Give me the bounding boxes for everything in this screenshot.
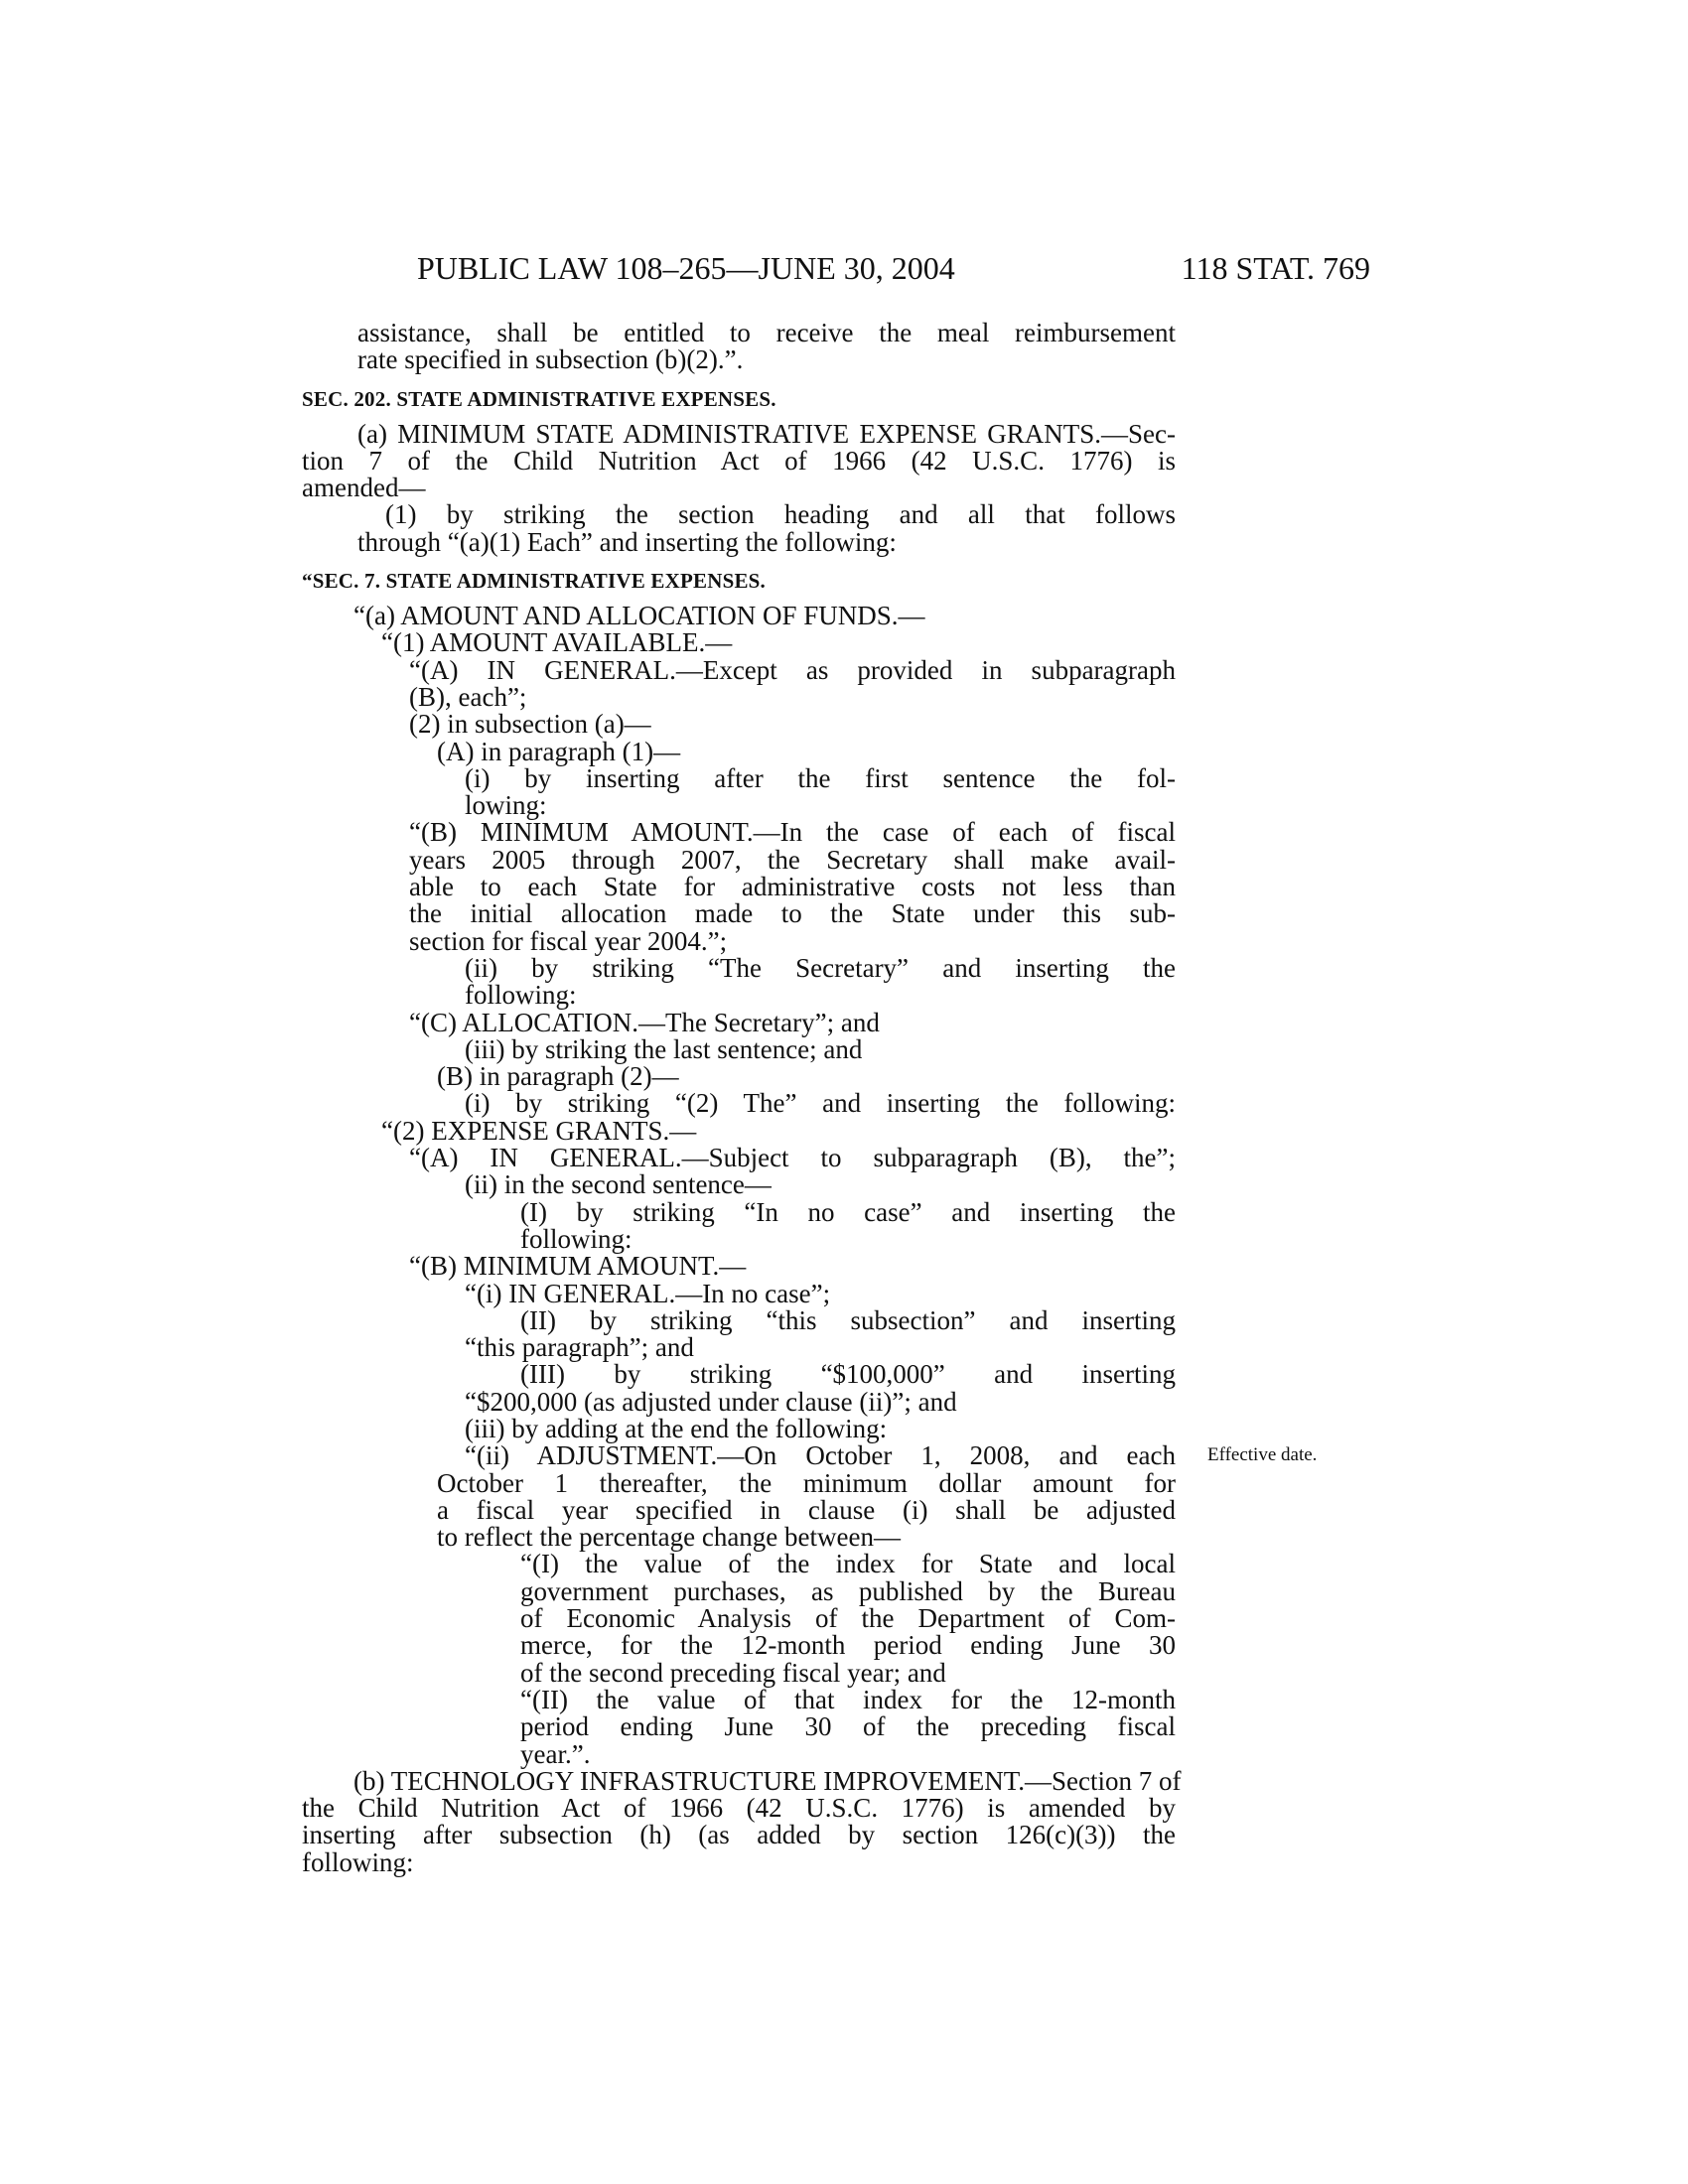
text-line: following: (465, 980, 577, 1011)
text-line: “$200,000 (as adjusted under clause (ii)”; and (465, 1386, 957, 1417)
text-line: inserting after subsection (h) (as added by section 126(c)(3)) the (302, 1820, 1176, 1850)
text-line: (ii) by striking “The Secretary” and inserting the (465, 952, 1176, 983)
text-line: “(a) AMOUNT AND ALLOCATION OF FUNDS.— (353, 601, 925, 631)
margin-note: Effective date. (1207, 1444, 1318, 1465)
text-line: (B), each”; (409, 681, 527, 712)
text-line: “(i) IN GENERAL.—In no case”; (465, 1278, 831, 1308)
text-line: (iii) by striking the last sentence; and (465, 1033, 863, 1064)
text-line: period ending June 30 of the preceding fiscal (520, 1711, 1176, 1742)
text-line: (III) by striking “$100,000” and inserting (520, 1359, 1176, 1390)
text-line: lowing: (465, 790, 547, 821)
text-line: (ii) in the second sentence— (465, 1169, 772, 1200)
text-line: October 1 thereafter, the minimum dollar amount for (437, 1467, 1176, 1498)
text-line: “(I) the value of the index for State and local (520, 1549, 1176, 1579)
page-title: PUBLIC LAW 108–265—JUNE 30, 2004 (417, 250, 955, 286)
text-line: (I) by striking “In no case” and inserting the (520, 1196, 1176, 1227)
text-line: of Economic Analysis of the Department of Com- (520, 1603, 1176, 1634)
text-line: following: (302, 1846, 414, 1877)
text-line: “(B) MINIMUM AMOUNT.— (409, 1251, 747, 1282)
text-line: years 2005 through 2007, the Secretary shall make avail- (409, 844, 1176, 875)
text-line: (2) in subsection (a)— (409, 709, 651, 740)
text-line: the Child Nutrition Act of 1966 (42 U.S.C. 1776) is amended by (302, 1793, 1176, 1824)
text-line: (B) in paragraph (2)— (437, 1061, 679, 1092)
text-line: “(1) AMOUNT AVAILABLE.— (381, 627, 733, 658)
text-line: following: (520, 1223, 633, 1254)
text-line: (i) by inserting after the first sentence the fol- (465, 762, 1176, 793)
text-line: “this paragraph”; and (465, 1332, 694, 1363)
text-line: “(ii) ADJUSTMENT.—On October 1, 2008, and each (465, 1440, 1176, 1471)
text-line: merce, for the 12-month period ending June 30 (520, 1630, 1176, 1661)
text-line: “(A) IN GENERAL.—Except as provided in subparagraph (409, 654, 1176, 685)
text-line: (i) by striking “(2) The” and inserting the following: (465, 1088, 1176, 1119)
text-line: (1) by striking the section heading and all that follows (385, 499, 1176, 530)
text-line: a fiscal year specified in clause (i) shall be adjusted (437, 1494, 1176, 1525)
text-line: (iii) by adding at the end the following: (465, 1413, 888, 1443)
text-line: through “(a)(1) Each” and inserting the following: (357, 526, 897, 557)
text-line: rate specified in subsection (b)(2).”. (357, 344, 744, 375)
text-line: “(II) the value of that index for the 12-month (520, 1684, 1176, 1714)
text-line: (a) MINIMUM STATE ADMINISTRATIVE EXPENSE GRANTS.—Sec- (357, 418, 1176, 449)
text-line: (A) in paragraph (1)— (437, 736, 681, 766)
text-line: of the second preceding fiscal year; and (520, 1657, 946, 1688)
running-head (298, 248, 1370, 288)
section-heading: “SEC. 7. STATE ADMINISTRATIVE EXPENSES. (302, 569, 767, 594)
text-line: “(B) MINIMUM AMOUNT.—In the case of each of fiscal (409, 817, 1176, 848)
text-line: (b) TECHNOLOGY INFRASTRUCTURE IMPROVEMENT.—Section 7 of (353, 1765, 1182, 1796)
body-text (302, 318, 1182, 1877)
text-line: section for fiscal year 2004.”; (409, 925, 728, 956)
text-line: “(A) IN GENERAL.—Subject to subparagraph (B), the”; (409, 1143, 1176, 1173)
text-line: government purchases, as published by the Bureau (520, 1575, 1176, 1606)
text-line: year.”. (520, 1738, 591, 1769)
text-line: “(C) ALLOCATION.—The Secretary”; and (409, 1007, 880, 1037)
text-line: amended— (302, 473, 426, 503)
text-line: assistance, shall be entitled to receive the meal reimbursement (357, 318, 1176, 347)
text-line: tion 7 of the Child Nutrition Act of 1966 (42 U.S.C. 1776) is (302, 445, 1176, 476)
text-line: (II) by striking “this subsection” and inserting (520, 1304, 1176, 1335)
text-line: able to each State for administrative costs not less than (409, 872, 1176, 902)
text-line: the initial allocation made to the State under this sub- (409, 898, 1176, 929)
section-heading: SEC. 202. STATE ADMINISTRATIVE EXPENSES. (302, 386, 776, 411)
text-line: to reflect the percentage change between— (437, 1522, 901, 1553)
stat-page-number: 118 STAT. 769 (1181, 250, 1370, 286)
text-line: “(2) EXPENSE GRANTS.— (381, 1115, 697, 1146)
